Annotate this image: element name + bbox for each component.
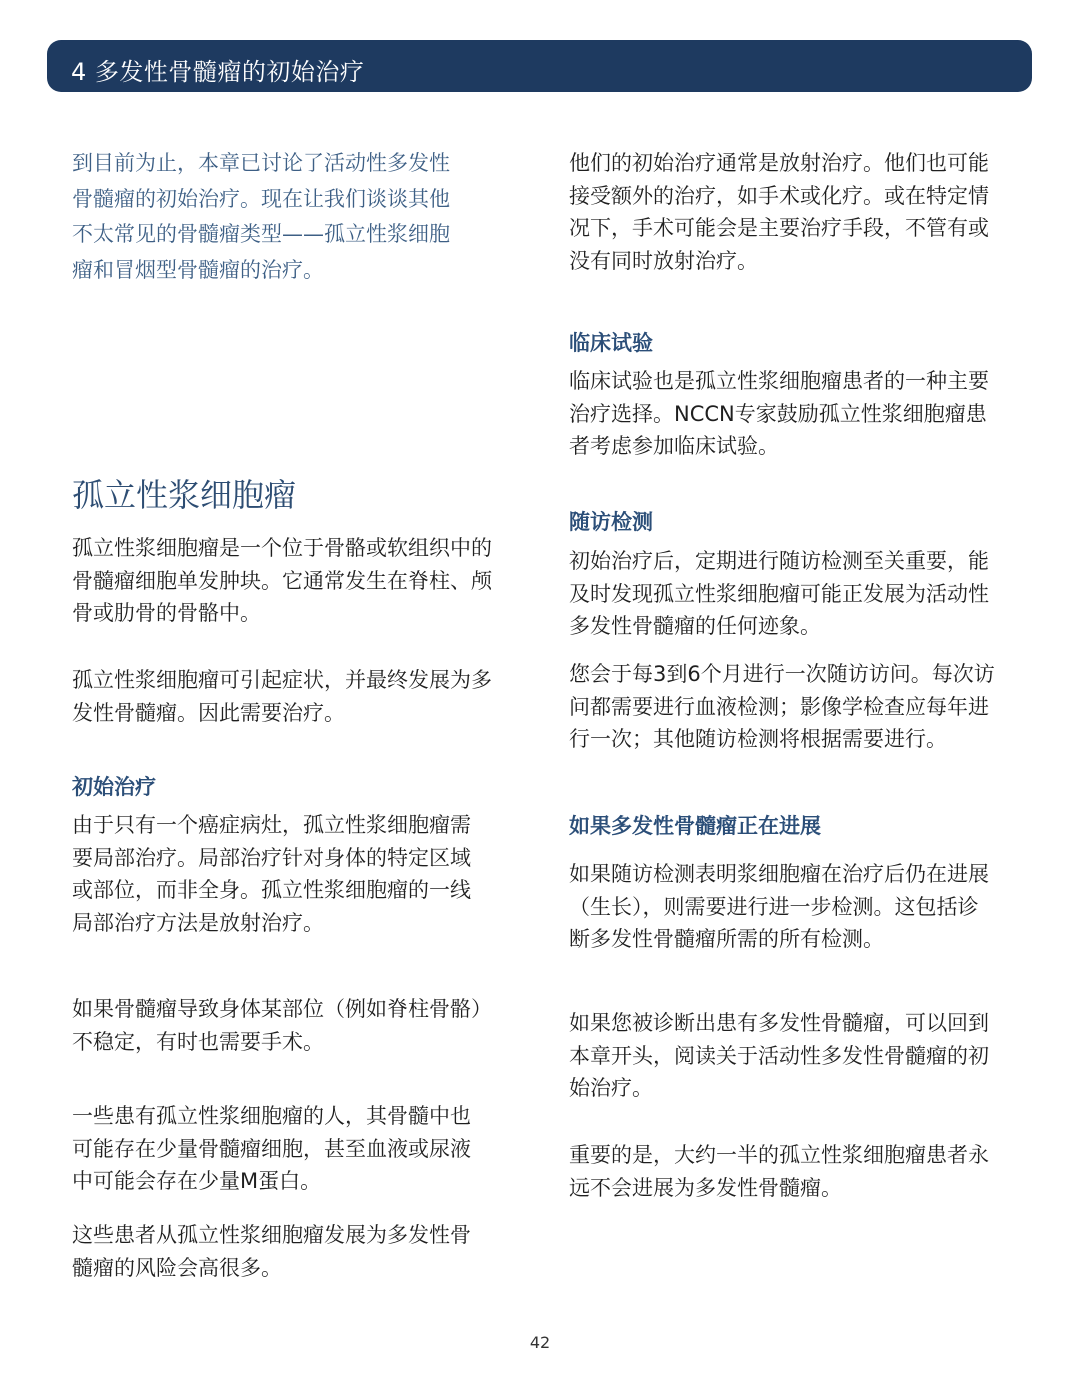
text-line: 及时发现孤立性浆细胞瘤可能正发展为活动性 bbox=[569, 581, 989, 606]
text-line: 没有同时放射治疗。 bbox=[569, 248, 758, 273]
text-line: 远不会进展为多发性骨髓瘤。 bbox=[569, 1175, 842, 1200]
heading-initial-treatment: 初始治疗 bbox=[72, 775, 156, 799]
paragraph bbox=[72, 664, 492, 729]
text-line: 您会于每3到6个月进行一次随访访问。每次访 bbox=[569, 662, 995, 686]
text-line: 如果您被诊断出患有多发性骨髓瘤，可以回到 bbox=[569, 1011, 989, 1035]
text-line: 始治疗。 bbox=[569, 1076, 653, 1100]
text-line: 骨或肋骨的骨骼中。 bbox=[72, 601, 261, 625]
text-line: 况下，手术可能会是主要治疗手段，不管有或 bbox=[569, 216, 989, 240]
text-line: 如果骨髓瘤导致身体某部位（例如脊柱骨骼） bbox=[72, 997, 492, 1021]
text-line: 初始治疗后，定期进行随访检测至关重要，能 bbox=[569, 549, 989, 573]
paragraph bbox=[569, 658, 995, 756]
heading-if-progressing: 如果多发性骨髓瘤正在进展 bbox=[569, 814, 821, 838]
text-line: 不太常见的骨髓瘤类型——孤立性浆细胞 bbox=[72, 222, 450, 246]
text-line: 孤立性浆细胞瘤是一个位于骨骼或软组织中的 bbox=[72, 536, 492, 560]
paragraph bbox=[72, 993, 492, 1058]
paragraph bbox=[569, 365, 989, 463]
paragraph bbox=[569, 858, 989, 956]
paragraph bbox=[569, 1139, 989, 1204]
text-line: 多发性骨髓瘤的任何迹象。 bbox=[569, 614, 821, 638]
text-line: 问都需要进行血液检测；影像学检查应每年进 bbox=[569, 694, 989, 719]
text-line: 重要的是，大约一半的孤立性浆细胞瘤患者永 bbox=[569, 1143, 989, 1167]
text-line: 行一次；其他随访检测将根据需要进行。 bbox=[569, 727, 947, 751]
text-line: 髓瘤的风险会高很多。 bbox=[72, 1255, 282, 1280]
text-line: 可能存在少量骨髓瘤细胞，甚至血液或尿液 bbox=[72, 1136, 471, 1161]
text-line: （生长），则需要进行进一步检测。这包括诊 bbox=[569, 894, 979, 919]
text-line: 由于只有一个癌症病灶，孤立性浆细胞瘤需 bbox=[72, 813, 471, 837]
text-line: 治疗选择。NCCN专家鼓励孤立性浆细胞瘤患 bbox=[569, 401, 987, 426]
intro-paragraph bbox=[72, 146, 450, 288]
paragraph bbox=[72, 532, 492, 630]
text-line: 要局部治疗。局部治疗针对身体的特定区域 bbox=[72, 845, 471, 870]
text-line: 到目前为止，本章已讨论了活动性多发性 bbox=[72, 151, 450, 175]
text-line: 或部位，而非全身。孤立性浆细胞瘤的一线 bbox=[72, 878, 471, 902]
text-line: 他们的初始治疗通常是放射治疗。他们也可能 bbox=[569, 151, 989, 175]
text-line: 断多发性骨髓瘤所需的所有检测。 bbox=[569, 927, 884, 951]
text-line: 发性骨髓瘤。因此需要治疗。 bbox=[72, 700, 345, 725]
paragraph bbox=[72, 1100, 471, 1198]
paragraph bbox=[569, 545, 989, 643]
paragraph bbox=[72, 1219, 471, 1284]
paragraph bbox=[569, 1007, 989, 1105]
text-line: 骨髓瘤的初始治疗。现在让我们谈谈其他 bbox=[72, 186, 450, 211]
text-line: 这些患者从孤立性浆细胞瘤发展为多发性骨 bbox=[72, 1223, 471, 1247]
text-line: 如果随访检测表明浆细胞瘤在治疗后仍在进展 bbox=[569, 862, 989, 886]
chapter-header-bar bbox=[47, 40, 1032, 92]
text-line: 本章开头，阅读关于活动性多发性骨髓瘤的初 bbox=[569, 1043, 989, 1068]
text-line: 局部治疗方法是放射治疗。 bbox=[72, 910, 324, 935]
text-line: 接受额外的治疗，如手术或化疗。或在特定情 bbox=[569, 183, 989, 208]
paragraph bbox=[569, 147, 989, 277]
text-line: 者考虑参加临床试验。 bbox=[569, 434, 779, 458]
text-line: 中可能会存在少量M蛋白。 bbox=[72, 1169, 322, 1193]
chapter-title: 4 多发性骨髓瘤的初始治疗 bbox=[71, 58, 365, 86]
heading-follow-up-testing: 随访检测 bbox=[569, 510, 653, 534]
text-line: 瘤和冒烟型骨髓瘤的治疗。 bbox=[72, 257, 324, 282]
text-line: 孤立性浆细胞瘤可引起症状，并最终发展为多 bbox=[72, 668, 492, 692]
page-number: 42 bbox=[529, 1333, 551, 1352]
paragraph bbox=[72, 809, 471, 939]
text-line: 临床试验也是孤立性浆细胞瘤患者的一种主要 bbox=[569, 369, 989, 393]
section-title-solitary-plasmacytoma: 孤立性浆细胞瘤 bbox=[72, 476, 297, 514]
text-line: 不稳定，有时也需要手术。 bbox=[72, 1029, 324, 1054]
heading-clinical-trials: 临床试验 bbox=[569, 331, 653, 355]
text-line: 骨髓瘤细胞单发肿块。它通常发生在脊柱、颅 bbox=[72, 568, 492, 593]
text-line: 一些患有孤立性浆细胞瘤的人，其骨髓中也 bbox=[72, 1104, 471, 1128]
